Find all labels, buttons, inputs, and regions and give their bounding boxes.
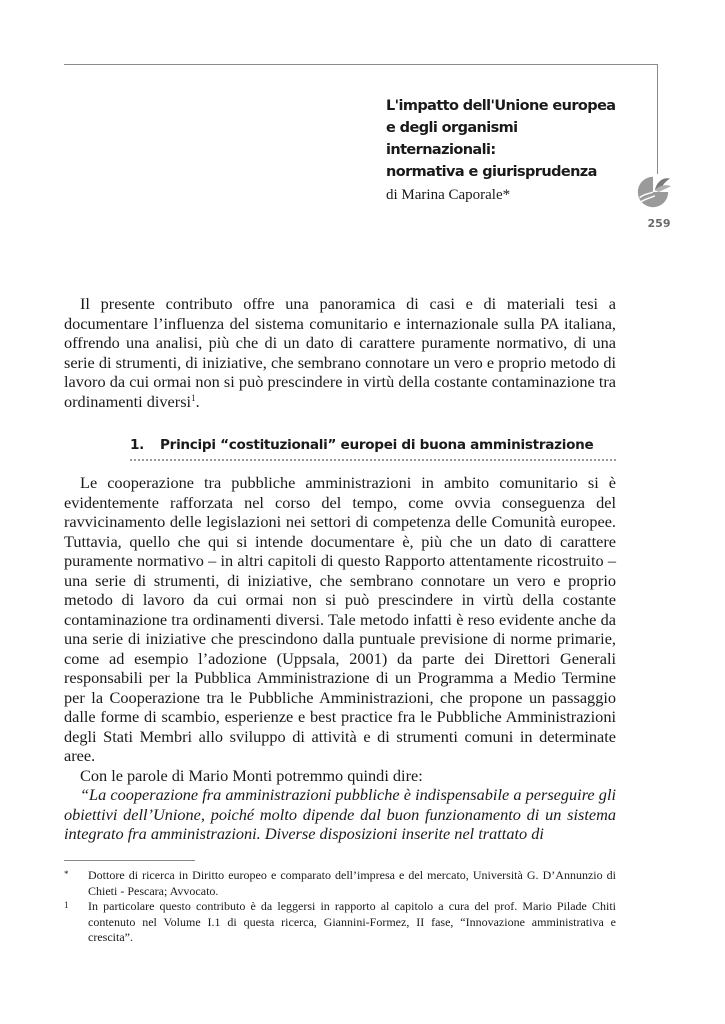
body-paragraph: Le cooperazione tra pubbliche amministrazioni in ambito comunitario si è evidentemente rafforzata nel corso del tempo, come ovvia conseguenza del ravvicinamento delle legislazioni nei settori di competenza delle Comunità europee. Tuttavia, quello che qui si intende documentare è, più che un dato di carattere puramente normativo – in altri capitoli di questo Rapporto attentamente ricostruito – una serie di strumenti, di iniziative, che sembrano connotare un vero e proprio metodo di lavoro da cui ormai non si può prescindere in virtù della costante contaminazione tra ordinamenti diversi. Tale metodo infatti è reso evidente anche da una serie di iniziative che prescindono dalla puntuale previsione di norme primarie, come ad esempio l’adozione (Uppsala, 2001) da parte dei Direttori Generali responsabili per la Pubblica Amministrazione di un Programma a Medio Termine per la Cooperazione tra le Pubbliche Amministrazioni, che propone un passaggio dalle forme di scambio, esperienze e best practice fra le Pubbliche Amministrazioni degli Stati Membri allo sviluppo di attività e di strumenti comuni in determinate aree. xyxy=(64,473,616,765)
footnote xyxy=(64,868,616,899)
page-number: 259 xyxy=(647,217,671,230)
footnote-text: Dottore di ricerca in Diritto europeo e comparato dell’impresa e del mercato, Università G. D’Annunzio di Chieti - Pescara; Avvocato. xyxy=(88,868,616,898)
article-header xyxy=(386,95,636,204)
intro-paragraph xyxy=(64,294,616,411)
article-title-line: internazionali: xyxy=(386,142,496,158)
body-paragraph: Con le parole di Mario Monti potremmo quindi dire: xyxy=(80,765,423,785)
footnote xyxy=(64,899,616,946)
footnote-ref[interactable]: 1 xyxy=(191,392,196,403)
article-title-line: e degli organismi xyxy=(386,120,518,136)
section-body xyxy=(64,473,616,844)
header-side-rule xyxy=(657,64,658,174)
section-number: 1. xyxy=(130,437,145,453)
footnotes xyxy=(64,868,616,946)
leaf-logo-icon xyxy=(634,173,672,211)
section-title: Principi “costituzionali” europei di buona amministrazione xyxy=(160,437,594,453)
article-author: di Marina Caporale* xyxy=(386,187,511,203)
article-title-line: normativa e giurisprudenza xyxy=(386,164,597,180)
header-top-rule xyxy=(64,64,658,65)
section-divider xyxy=(130,459,616,461)
footnote-mark: * xyxy=(64,869,69,879)
footnote-text: In particolare questo contributo è da leggersi in rapporto al capitolo a cura del prof. Mario Pilade Chiti contenuto nel Volume I.1 di questa ricerca, Giannini-Formez, II fase, “Innovazione amministrativa e crescita”. xyxy=(88,899,616,944)
quote-paragraph: “La cooperazione fra amministrazioni pubbliche è indispensabile a perseguire gli obiettivi dell’Unione, poiché molto dipende dal buon funzionamento di un sistema integrato fra amministrazioni. Diverse disposizioni inserite nel trattato di xyxy=(64,785,616,843)
intro-end-punct: . xyxy=(195,391,200,411)
footnote-rule xyxy=(64,860,195,861)
footnote-mark: 1 xyxy=(64,900,69,910)
intro-text: Il presente contributo offre una panoramica di casi e di materiali tesi a documentare l’influenza del sistema comunitario e internazionale sulla PA italiana, offrendo una analisi, più che di un dato di carattere puramente normativo, di una serie di strumenti, di iniziative, che sembrano connotare un vero e proprio metodo di lavoro da cui ormai non si può prescindere in virtù della costante contaminazione tra ordinamenti diversi xyxy=(64,294,616,411)
article-title-line: L'impatto dell'Unione europea xyxy=(386,98,616,114)
section-heading xyxy=(130,437,616,459)
